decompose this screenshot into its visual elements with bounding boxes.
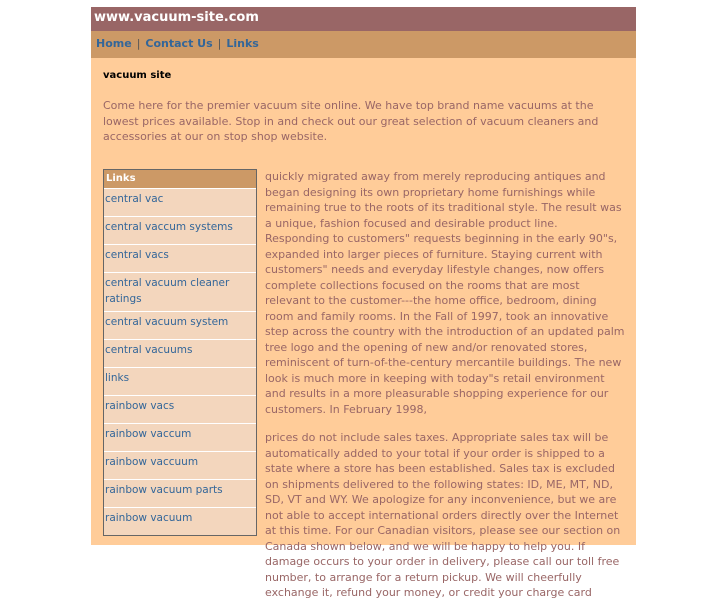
- sidebar-link[interactable]: central vacuum system: [105, 316, 229, 328]
- nav-bar: [91, 31, 636, 58]
- sidebar-item-rainbow-vacs[interactable]: [104, 395, 256, 423]
- sidebar-item-central-vacuums[interactable]: [104, 339, 256, 367]
- sidebar-link[interactable]: central vaccum systems: [105, 221, 233, 233]
- sidebar-item-central-vacs[interactable]: [104, 244, 256, 272]
- nav-links: [96, 37, 259, 51]
- page-container: [91, 7, 636, 599]
- sidebar-link[interactable]: rainbow vaccum: [105, 428, 192, 440]
- sidebar-header: Links: [104, 170, 256, 188]
- sidebar-item-central-vac[interactable]: [104, 188, 256, 216]
- sidebar-link[interactable]: rainbow vacs: [105, 400, 175, 412]
- sidebar-link[interactable]: central vacuums: [105, 344, 193, 356]
- sidebar-item-rainbow-vacuum[interactable]: [104, 507, 256, 535]
- sidebar-item-central-vacuum-cleaner-ratings[interactable]: [104, 272, 256, 311]
- sidebar-item-central-vaccum-systems[interactable]: [104, 216, 256, 244]
- nav-home-link[interactable]: Home: [96, 37, 132, 50]
- nav-separator: |: [136, 37, 141, 50]
- sidebar-item-central-vacuum-system[interactable]: [104, 311, 256, 339]
- sidebar-link[interactable]: central vac: [105, 193, 164, 205]
- nav-contact-link[interactable]: Contact Us: [145, 37, 213, 50]
- content-paragraph: quickly migrated away from merely reproducing antiques and began designing its own proprietary home furnishings while remaining true to the roots of its traditional style. The result was a unique, fashion focused and desirable product line. Responding to customers" requests beginning in the early 90"s, expanded into larger pieces of furniture. Staying current with customers" needs and everyday lifestyle changes, now offers complete collections focused on the rooms that are most relevant to the customer---the home office, bedroom, dining room and family rooms. In the Fall of 1997, took an innovative step across the country with the introduction of an updated palm tree logo and the opening of new and/or renovated stores, reminiscent of turn-of-the-century mercantile buildings. The new look is much more in keeping with today"s retail environment and results in a more pleasurable shopping experience for our customers. In February 1998,: [265, 170, 625, 416]
- site-title: www.vacuum-site.com: [94, 10, 259, 25]
- sidebar-link[interactable]: rainbow vaccuum: [105, 456, 199, 468]
- intro-text: Come here for the premier vacuum site online. We have top brand name vacuums at the lowest prices available. Stop in and check out our great selection of vacuum cleaners and accessories at our on stop shop website.: [103, 99, 599, 143]
- page-heading: vacuum site: [103, 70, 172, 81]
- sidebar-item-rainbow-vacuum-parts[interactable]: [104, 479, 256, 507]
- sidebar-link[interactable]: rainbow vacuum parts: [105, 484, 223, 496]
- site-header: [91, 7, 636, 31]
- nav-links-link[interactable]: Links: [226, 37, 259, 50]
- sidebar-link[interactable]: links: [105, 372, 130, 384]
- nav-separator: |: [217, 37, 222, 50]
- sidebar-item-rainbow-vaccum[interactable]: [104, 423, 256, 451]
- sidebar-link-list: [104, 188, 256, 535]
- sidebar-link[interactable]: central vacuum cleaner ratings: [105, 277, 230, 305]
- sidebar-link[interactable]: rainbow vacuum: [105, 512, 193, 524]
- sidebar-item-links[interactable]: [104, 367, 256, 395]
- content-paragraph: prices do not include sales taxes. Appropriate sales tax will be automatically added to your total if your order is shipped to a state where a store has been established. Sales tax is excluded on shipments delivered to the following states: ID, ME, MT, ND, SD, VT and WY. We apologize for any inconvenience, but we are not able to accept international orders directly over the Internet at this time. For our Canadian visitors, please see our section on Canada shown below, and we will be happy to help you. If damage occurs to your order in delivery, please call our toll free number, to arrange for a return pickup. We will cheerfully exchange it, refund your money, or credit your charge card: [265, 431, 621, 599]
- main-content: [265, 169, 625, 614]
- sidebar-link[interactable]: central vacs: [105, 249, 169, 261]
- links-sidebar: [103, 169, 257, 536]
- sidebar-item-rainbow-vaccuum[interactable]: [104, 451, 256, 479]
